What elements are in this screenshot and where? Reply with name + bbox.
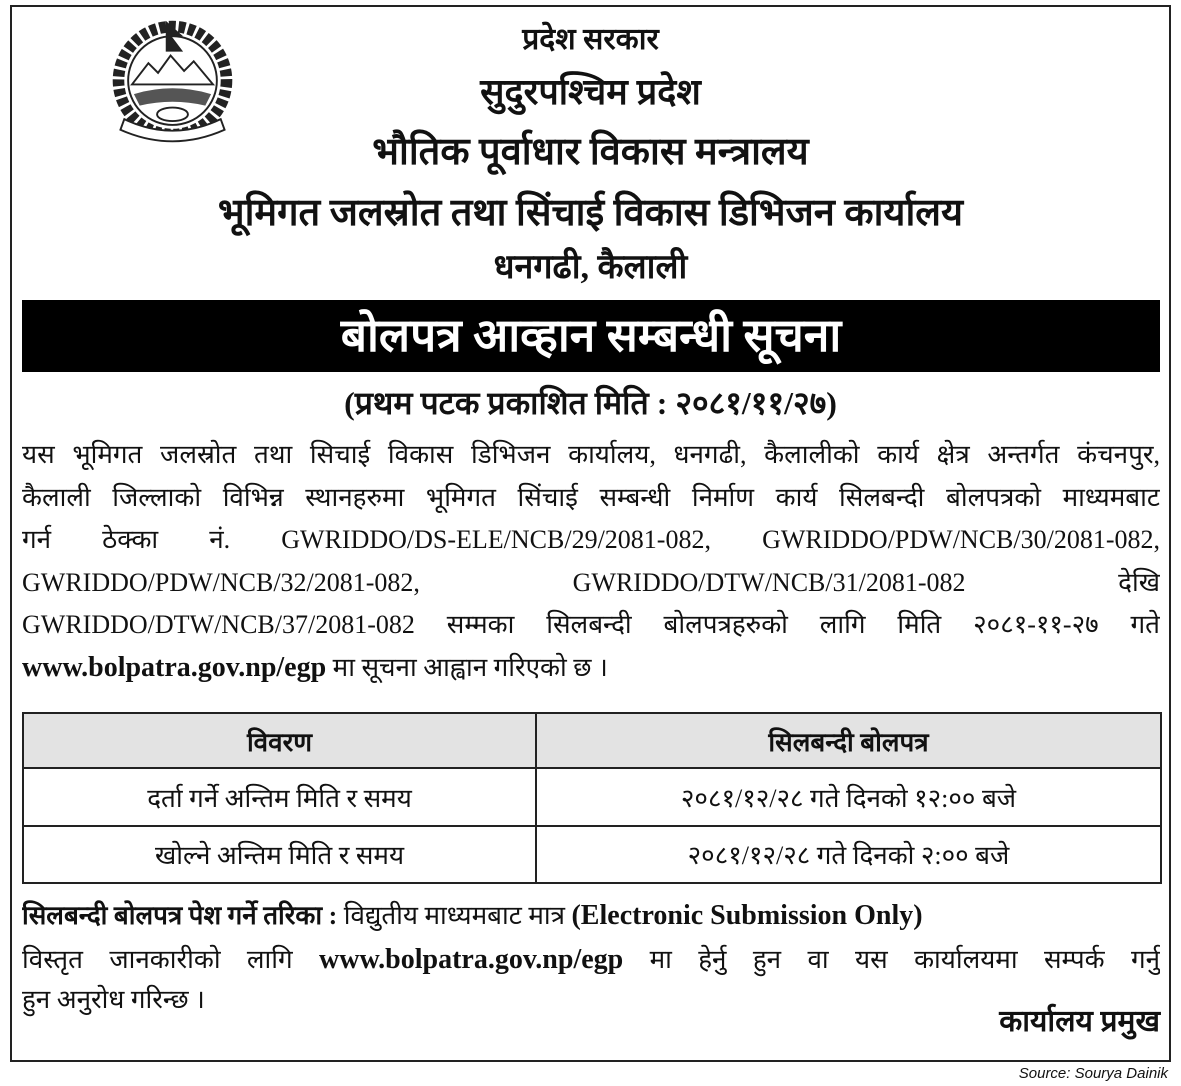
table-row (23, 826, 1161, 883)
header-province-government: प्रदेश सरकार (522, 23, 659, 56)
info-line-end: हुन अनुरोध गरिन्छ । (22, 985, 205, 1014)
info-line (22, 938, 1160, 982)
header-ministry: भौतिक पूर्वाधार विकास मन्त्रालय (372, 131, 809, 173)
schedule-table (22, 712, 1162, 884)
body-line (22, 647, 1160, 690)
table-row (23, 768, 1161, 825)
office-chief-signature: कार्यालय प्रमुख (999, 1005, 1160, 1038)
notice-body (22, 434, 1160, 690)
info-suffix: मा हेर्नु हुन वा यस कार्यालयमा सम्पर्क गर्नु (623, 945, 1160, 974)
publish-date: (प्रथम पटक प्रकाशित मिति : २०८१/११/२७) (344, 385, 837, 421)
info-url: www.bolpatra.gov.np/egp (319, 944, 624, 975)
submission-method-english: (Electronic Submission Only) (571, 900, 923, 931)
table-cell-label: दर्ता गर्ने अन्तिम मिति र समय (23, 768, 536, 825)
table-header-sealed-bid: सिलबन्दी बोलपत्र (536, 713, 1161, 768)
body-line: कैलाली जिल्लाको विभिन्न स्थानहरुमा भूमिगत सिंचाई सम्बन्धी निर्माण कार्य सिलबन्दी बोलपत्रको माध्यमबाट (22, 482, 1160, 512)
header-location: धनगढी, कैलाली (493, 249, 688, 286)
body-line: यस भूमिगत जलस्रोत तथा सिचाई विकास डिभिजन कार्यालय, धनगढी, कैलालीको कार्य क्षेत्र अन्तर्गत कंचनपुर, (22, 440, 1160, 469)
notice-title-banner: बोलपत्र आव्हान सम्बन्धी सूचना (22, 300, 1160, 372)
body-line: GWRIDDO/PDW/NCB/32/2081-082, GWRIDDO/DTW/NCB/31/2081-082 देखि (22, 567, 1160, 597)
source-credit: Source: Sourya Dainik (1018, 1065, 1168, 1082)
table-cell-label: खोल्ने अन्तिम मिति र समय (23, 826, 536, 883)
table-cell-value: २०८१/१२/२८ गते दिनको १२:०० बजे (536, 768, 1161, 825)
table-header-row (23, 713, 1161, 768)
body-line: GWRIDDO/DTW/NCB/37/2081-082 सम्मका सिलबन्दी बोलपत्रहरुको लागि मिति २०८१-११-२७ गते (22, 610, 1160, 640)
table-cell-value: २०८१/१२/२८ गते दिनको २:०० बजे (536, 826, 1161, 883)
submission-method-value: विद्युतीय माध्यमबाट मात्र (337, 901, 572, 930)
submission-method (22, 894, 1160, 938)
info-prefix: विस्तृत जानकारीको लागि (22, 945, 320, 974)
header-province-name: सुदुरपश्चिम प्रदेश (480, 72, 701, 112)
submission-method-label: सिलबन्दी बोलपत्र पेश गर्ने तरिका : (22, 901, 338, 930)
header-office: भूमिगत जलस्रोत तथा सिंचाई विकास डिभिजन कार्यालय (217, 192, 964, 234)
body-line: गर्न ठेक्का नं. GWRIDDO/DS-ELE/NCB/29/2081-082, GWRIDDO/PDW/NCB/30/2081-082, (22, 525, 1160, 555)
body-line-end: मा सूचना आह्वान गरिएको छ । (326, 652, 608, 682)
bolpatra-url: www.bolpatra.gov.np/egp (22, 651, 327, 683)
table-header-description: विवरण (23, 713, 536, 768)
